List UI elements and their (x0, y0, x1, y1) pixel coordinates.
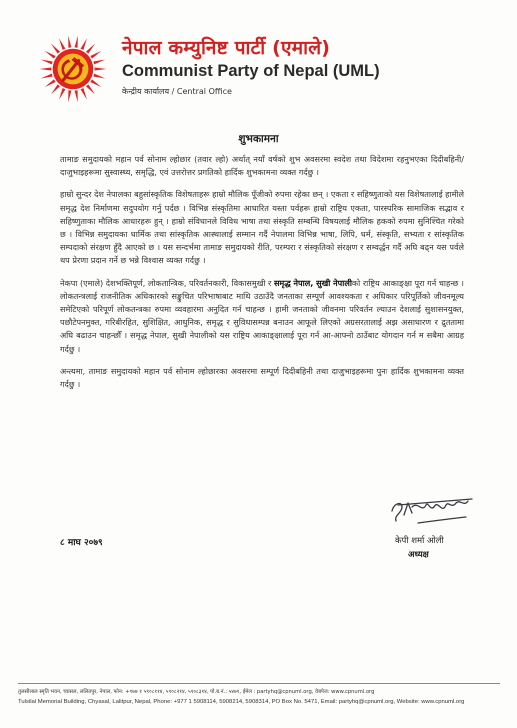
paragraph-text: अन्त्यमा, तामाङ समुदायको महान पर्व सोनाम ल्होछारका अवसरमा सम्पूर्ण दिदीबहिनी तथा दाजुभाइहरूमा पुनः हार्दिक शुभकामना व्यक्त गर्दछु । (60, 365, 464, 390)
footer-address-nepali: तुलसीलाल स्मृति भवन, च्यासल, ललितपुर, नेपाल, फोन: +९७७ १ ५९०८११४, ५९०८२१४, ५९०८३१४, पो.ब.नं.: ५४७१, ईमेल : partyhq@cpnuml.org, वेबपेज: www.cpnuml.org (18, 689, 375, 695)
signer-name: केपी शर्मा ओली (395, 536, 444, 546)
paragraph (60, 365, 464, 391)
footer-address-english: Tulsilal Memorial Building, Chyasal, Lalitpur, Nepal, Phone: +977 1 5908114, 5908214, 5908314, PO Box No. 5471, Email: partyhq@cpnuml.org, Website: www.cpnuml.org (18, 699, 465, 705)
party-name-nepali: नेपाल कम्युनिष्ट पार्टी (एमाले) (122, 37, 331, 59)
paragraph (60, 277, 464, 356)
paragraph-text: नेकपा (एमाले) देशभक्तिपूर्ण, लोकतान्त्रिक, परिवर्तनकारी, विकासमुखी र (60, 277, 274, 288)
signature-image (388, 493, 478, 529)
party-name-english: Communist Party of Nepal (UML) (122, 62, 380, 80)
paragraph (60, 188, 464, 267)
letter-date: ८ माघ २०७९ (60, 538, 103, 548)
office-label: केन्द्रीय कार्यालय / Central Office (122, 87, 232, 96)
footer-divider (18, 683, 500, 684)
letter-body (60, 153, 464, 400)
paragraph-text: हाम्रो सुन्दर देश नेपालका बहुसांस्कृतिक विशेषताहरू हाम्रो मौलिक पूँजीको रुपमा रहेका छन् । एकता र सहिष्णुताको यस विशेषतालाई हामीले समृद्ध देश निर्माणमा सदुपयोग गर्नु पर्दछ । विभिन्न संस्कृतिमा आधारित यस्ता पर्वहरू हाम्रो राष्ट्रिय एकता, पारस्परिक सामाजिक सद्भाव र सहिष्णुताका मौलिक आधारहरू हुन् । हाम्रो संविधानले विविध भाषा तथा संस्कृति सम्बन्धि विषयलाई मौलिक हकको रुपमा सुनिश्चित गरेको छ । विभिन्न समुदायका धार्मिक तथा सांस्कृतिक आस्थालाई सम्मान गर्दै नेपालमा विभिन्न भाषा, लिपि, धर्म, संस्कृति, सभ्यता र सांस्कृतिक सम्पदाको संरक्षण हुँदै आएको छ । यस सन्दर्भमा तामाङ समुदायको रीति, परम्परा र संस्कृतिको संरक्षण र सम्वर्द्धन गर्दै अघि बढ्न यस पर्वले थप प्रेरणा प्रदान गर्ने छ भन्ने विश्वास व्यक्त गर्दछु । (60, 189, 464, 266)
paragraph-text: तामाङ समुदायको महान पर्व सोनाम ल्होछार (तवार ल्हो) अर्थात् नयाँ वर्षको शुभ अवसरमा स्वदेश तथा विदेशमा रहनुभएका दिदीबहिनी/दाजुभाइहरूमा सुस्वास्थ्य, समृद्धि, एवं उत्तरोत्तर प्रगतिको हार्दिक शुभकामना व्यक्त गर्दछु । (60, 154, 464, 178)
signer-title: अध्यक्ष (408, 550, 429, 560)
party-logo-icon (38, 34, 108, 104)
slogan-text: समृद्ध नेपाल, सुखी नेपाली (273, 277, 352, 288)
paragraph (60, 153, 464, 179)
paragraph-text: को राष्ट्रिय आकाङ्क्षा पूरा गर्न चाहन्छ । लोकतन्त्रलाई राजनीतिक अधिकारको सङ्कुचित परिभाषाबाट माथि उठाउँदै जनताका सम्पूर्ण आवश्यकता र अधिकार परिपूर्तिको जीवनमूल्य समेटिएको परिपूर्ण लोकतन्त्रका रुपमा व्यवहारमा अनुदित गर्न चाहन्छ । हामी जनताको जीवनमा परिवर्तन ल्याउन देशलाई सुशासनयुक्त, पछौटेपनमुक्त, गरिबीरहित, सुशिक्षित, आधुनिक, समृद्ध र सुविधासम्पन्न बनाउन आफूले लिएको अग्रसरतालाई अझ असाधारण र द्रुततामा अघि बढाउन चाहन्छौँ । समृद्ध नेपाल, सुखी नेपालीको यस राष्ट्रिय आकाङ्क्षालाई पूरा गर्न आ-आफ्नो ठाउँबाट योगदान गर्न म सबैमा आग्रह गर्दछु । (60, 277, 464, 354)
letter-title: शुभकामना (238, 133, 279, 145)
